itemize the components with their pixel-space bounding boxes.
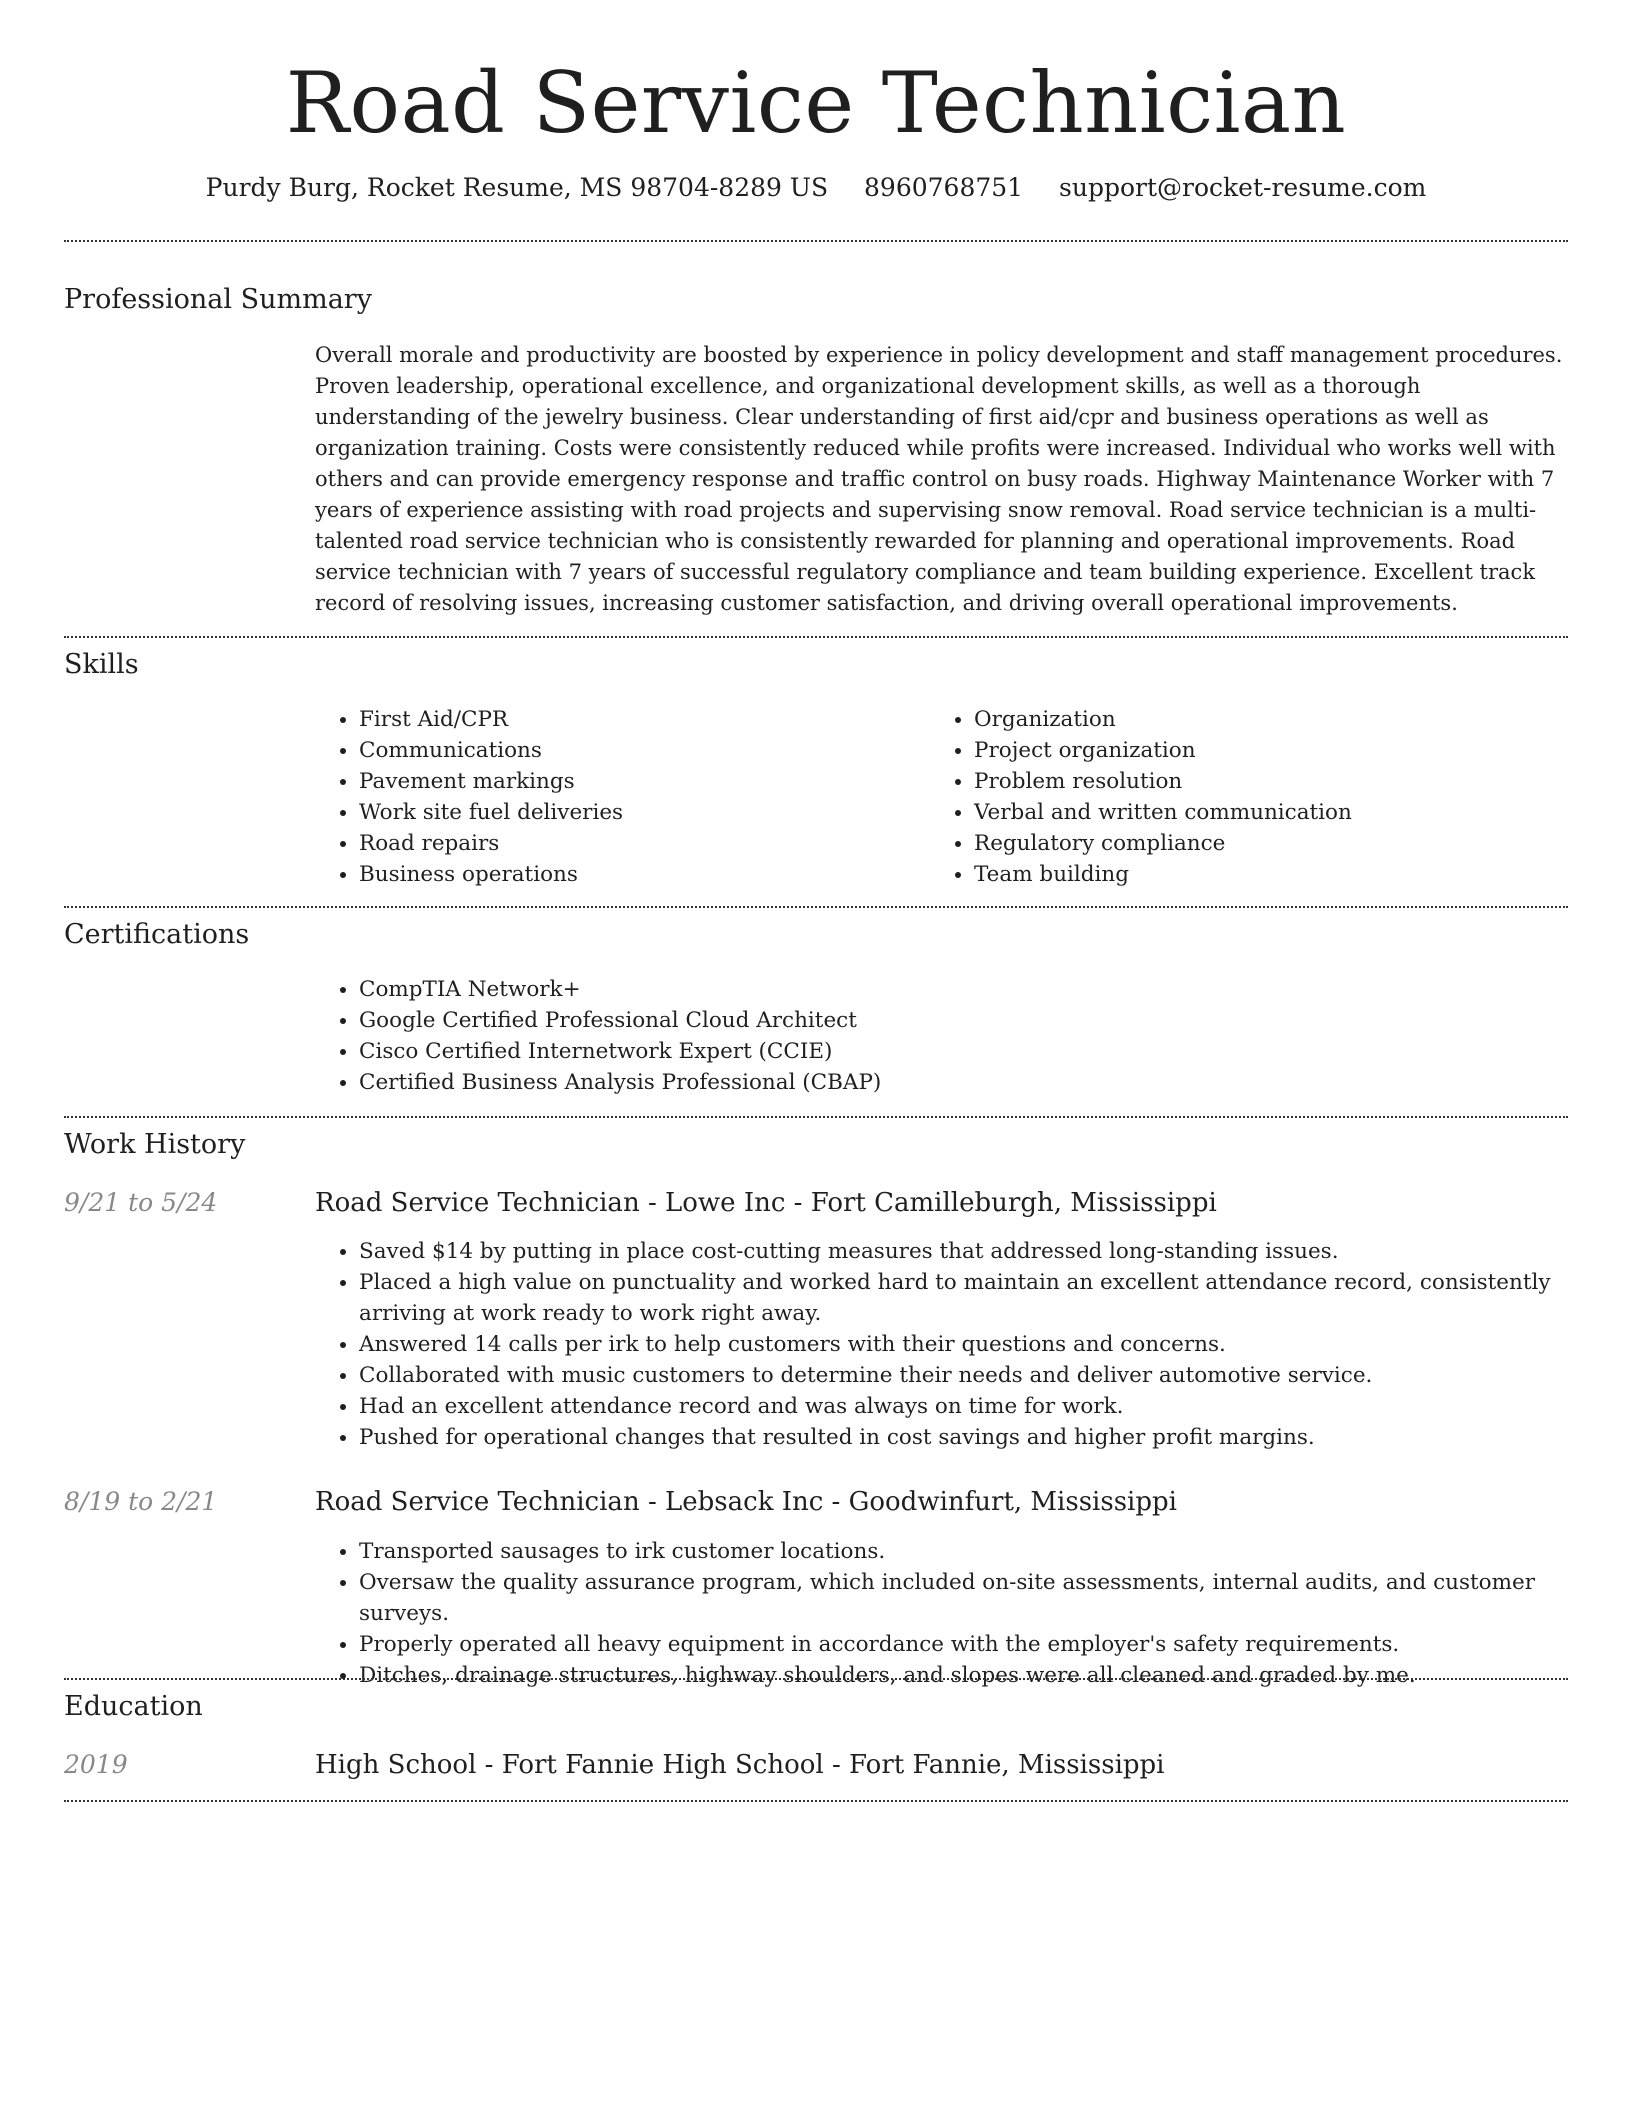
contact-phone: 8960768751 bbox=[864, 173, 1024, 202]
skill-item: • Verbal and written communication bbox=[974, 797, 1574, 828]
resume-name: Road Service Technician bbox=[285, 54, 1347, 152]
skill-item: • Work site fuel deliveries bbox=[359, 797, 919, 828]
certification-item: • CompTIA Network+ bbox=[359, 974, 1559, 1005]
education-title: Education bbox=[64, 1691, 203, 1722]
skills-list-right bbox=[930, 704, 1574, 890]
skill-item: • First Aid/CPR bbox=[359, 704, 919, 735]
divider bbox=[64, 240, 1568, 242]
skill-item: • Team building bbox=[974, 859, 1574, 890]
divider bbox=[64, 636, 1568, 638]
job-bullets bbox=[315, 1236, 1589, 1453]
skills-title: Skills bbox=[64, 649, 139, 680]
job-bullet: • Answered 14 calls per irk to help customers with their questions and concerns. bbox=[359, 1329, 1589, 1360]
job-bullets bbox=[315, 1536, 1589, 1691]
job-heading: Road Service Technician - Lowe Inc - Fort Camilleburgh, Mississippi bbox=[315, 1188, 1217, 1218]
job-bullet: • Pushed for operational changes that resulted in cost savings and higher profit margins. bbox=[359, 1422, 1589, 1453]
skill-item: • Project organization bbox=[974, 735, 1574, 766]
job-heading: Road Service Technician - Lebsack Inc - Goodwinfurt, Mississippi bbox=[315, 1487, 1177, 1517]
job-dates: 8/19 to 2/21 bbox=[64, 1487, 218, 1516]
certification-item: • Google Certified Professional Cloud Architect bbox=[359, 1005, 1559, 1036]
job-bullet: • Transported sausages to irk customer locations. bbox=[359, 1536, 1589, 1567]
skill-item: • Organization bbox=[974, 704, 1574, 735]
job-bullet: • Saved $14 by putting in place cost-cutting measures that addressed long-standing issues. bbox=[359, 1236, 1589, 1267]
job-bullet: • Oversaw the quality assurance program, which included on-site assessments, internal audits, and customer surveys. bbox=[359, 1567, 1589, 1629]
education-heading: High School - Fort Fannie High School - Fort Fannie, Mississippi bbox=[315, 1750, 1165, 1780]
work-history-title: Work History bbox=[64, 1129, 246, 1160]
certification-item: • Certified Business Analysis Professional (CBAP) bbox=[359, 1067, 1559, 1098]
job-bullet: • Had an excellent attendance record and was always on time for work. bbox=[359, 1391, 1589, 1422]
contact-email: support@rocket-resume.com bbox=[1059, 173, 1427, 202]
job-bullet: • Properly operated all heavy equipment in accordance with the employer's safety requirements. bbox=[359, 1629, 1589, 1660]
contact-address: Purdy Burg, Rocket Resume, MS 98704-8289 US bbox=[205, 173, 829, 202]
divider bbox=[64, 1678, 1568, 1680]
job-bullet: • Placed a high value on punctuality and worked hard to maintain an excellent attendance record, consistently arriving at work ready to work right away. bbox=[359, 1267, 1589, 1329]
skill-item: • Road repairs bbox=[359, 828, 919, 859]
skill-item: • Communications bbox=[359, 735, 919, 766]
skill-item: • Pavement markings bbox=[359, 766, 919, 797]
job-bullet: • Collaborated with music customers to determine their needs and deliver automotive service. bbox=[359, 1360, 1589, 1391]
divider bbox=[64, 1800, 1568, 1802]
skill-item: • Problem resolution bbox=[974, 766, 1574, 797]
certifications-title: Certifications bbox=[64, 919, 250, 950]
skills-list-left bbox=[315, 704, 919, 890]
contact-line bbox=[0, 170, 1632, 206]
divider bbox=[64, 1116, 1568, 1118]
job-dates: 9/21 to 5/24 bbox=[64, 1188, 218, 1217]
skill-item: • Regulatory compliance bbox=[974, 828, 1574, 859]
certifications-list bbox=[315, 974, 1559, 1098]
education-date: 2019 bbox=[64, 1750, 128, 1779]
job-bullet: • Ditches, drainage structures, highway shoulders, and slopes were all cleaned and graded by me. bbox=[359, 1660, 1589, 1691]
divider bbox=[64, 906, 1568, 908]
certification-item: • Cisco Certified Internetwork Expert (CCIE) bbox=[359, 1036, 1559, 1067]
summary-text: Overall morale and productivity are boosted by experience in policy development and staff management procedures. Proven leadership, operational excellence, and organizational development skills, as well as a thorough understanding of the jewelry business. Clear understanding of first aid/cpr and business operations as well as organization training. Costs were consistently reduced while profits were increased. Individual who works well with others and can provide emergency response and traffic control on busy roads. Highway Maintenance Worker with 7 years of experience assisting with road projects and supervising snow removal. Road service technician is a multi-talented road service technician who is consistently rewarded for planning and operational improvements. Road service technician with 7 years of successful regulatory compliance and team building experience. Excellent track record of resolving issues, increasing customer satisfaction, and driving overall operational improvements. bbox=[315, 343, 1563, 615]
summary-title: Professional Summary bbox=[64, 284, 372, 315]
skill-item: • Business operations bbox=[359, 859, 919, 890]
